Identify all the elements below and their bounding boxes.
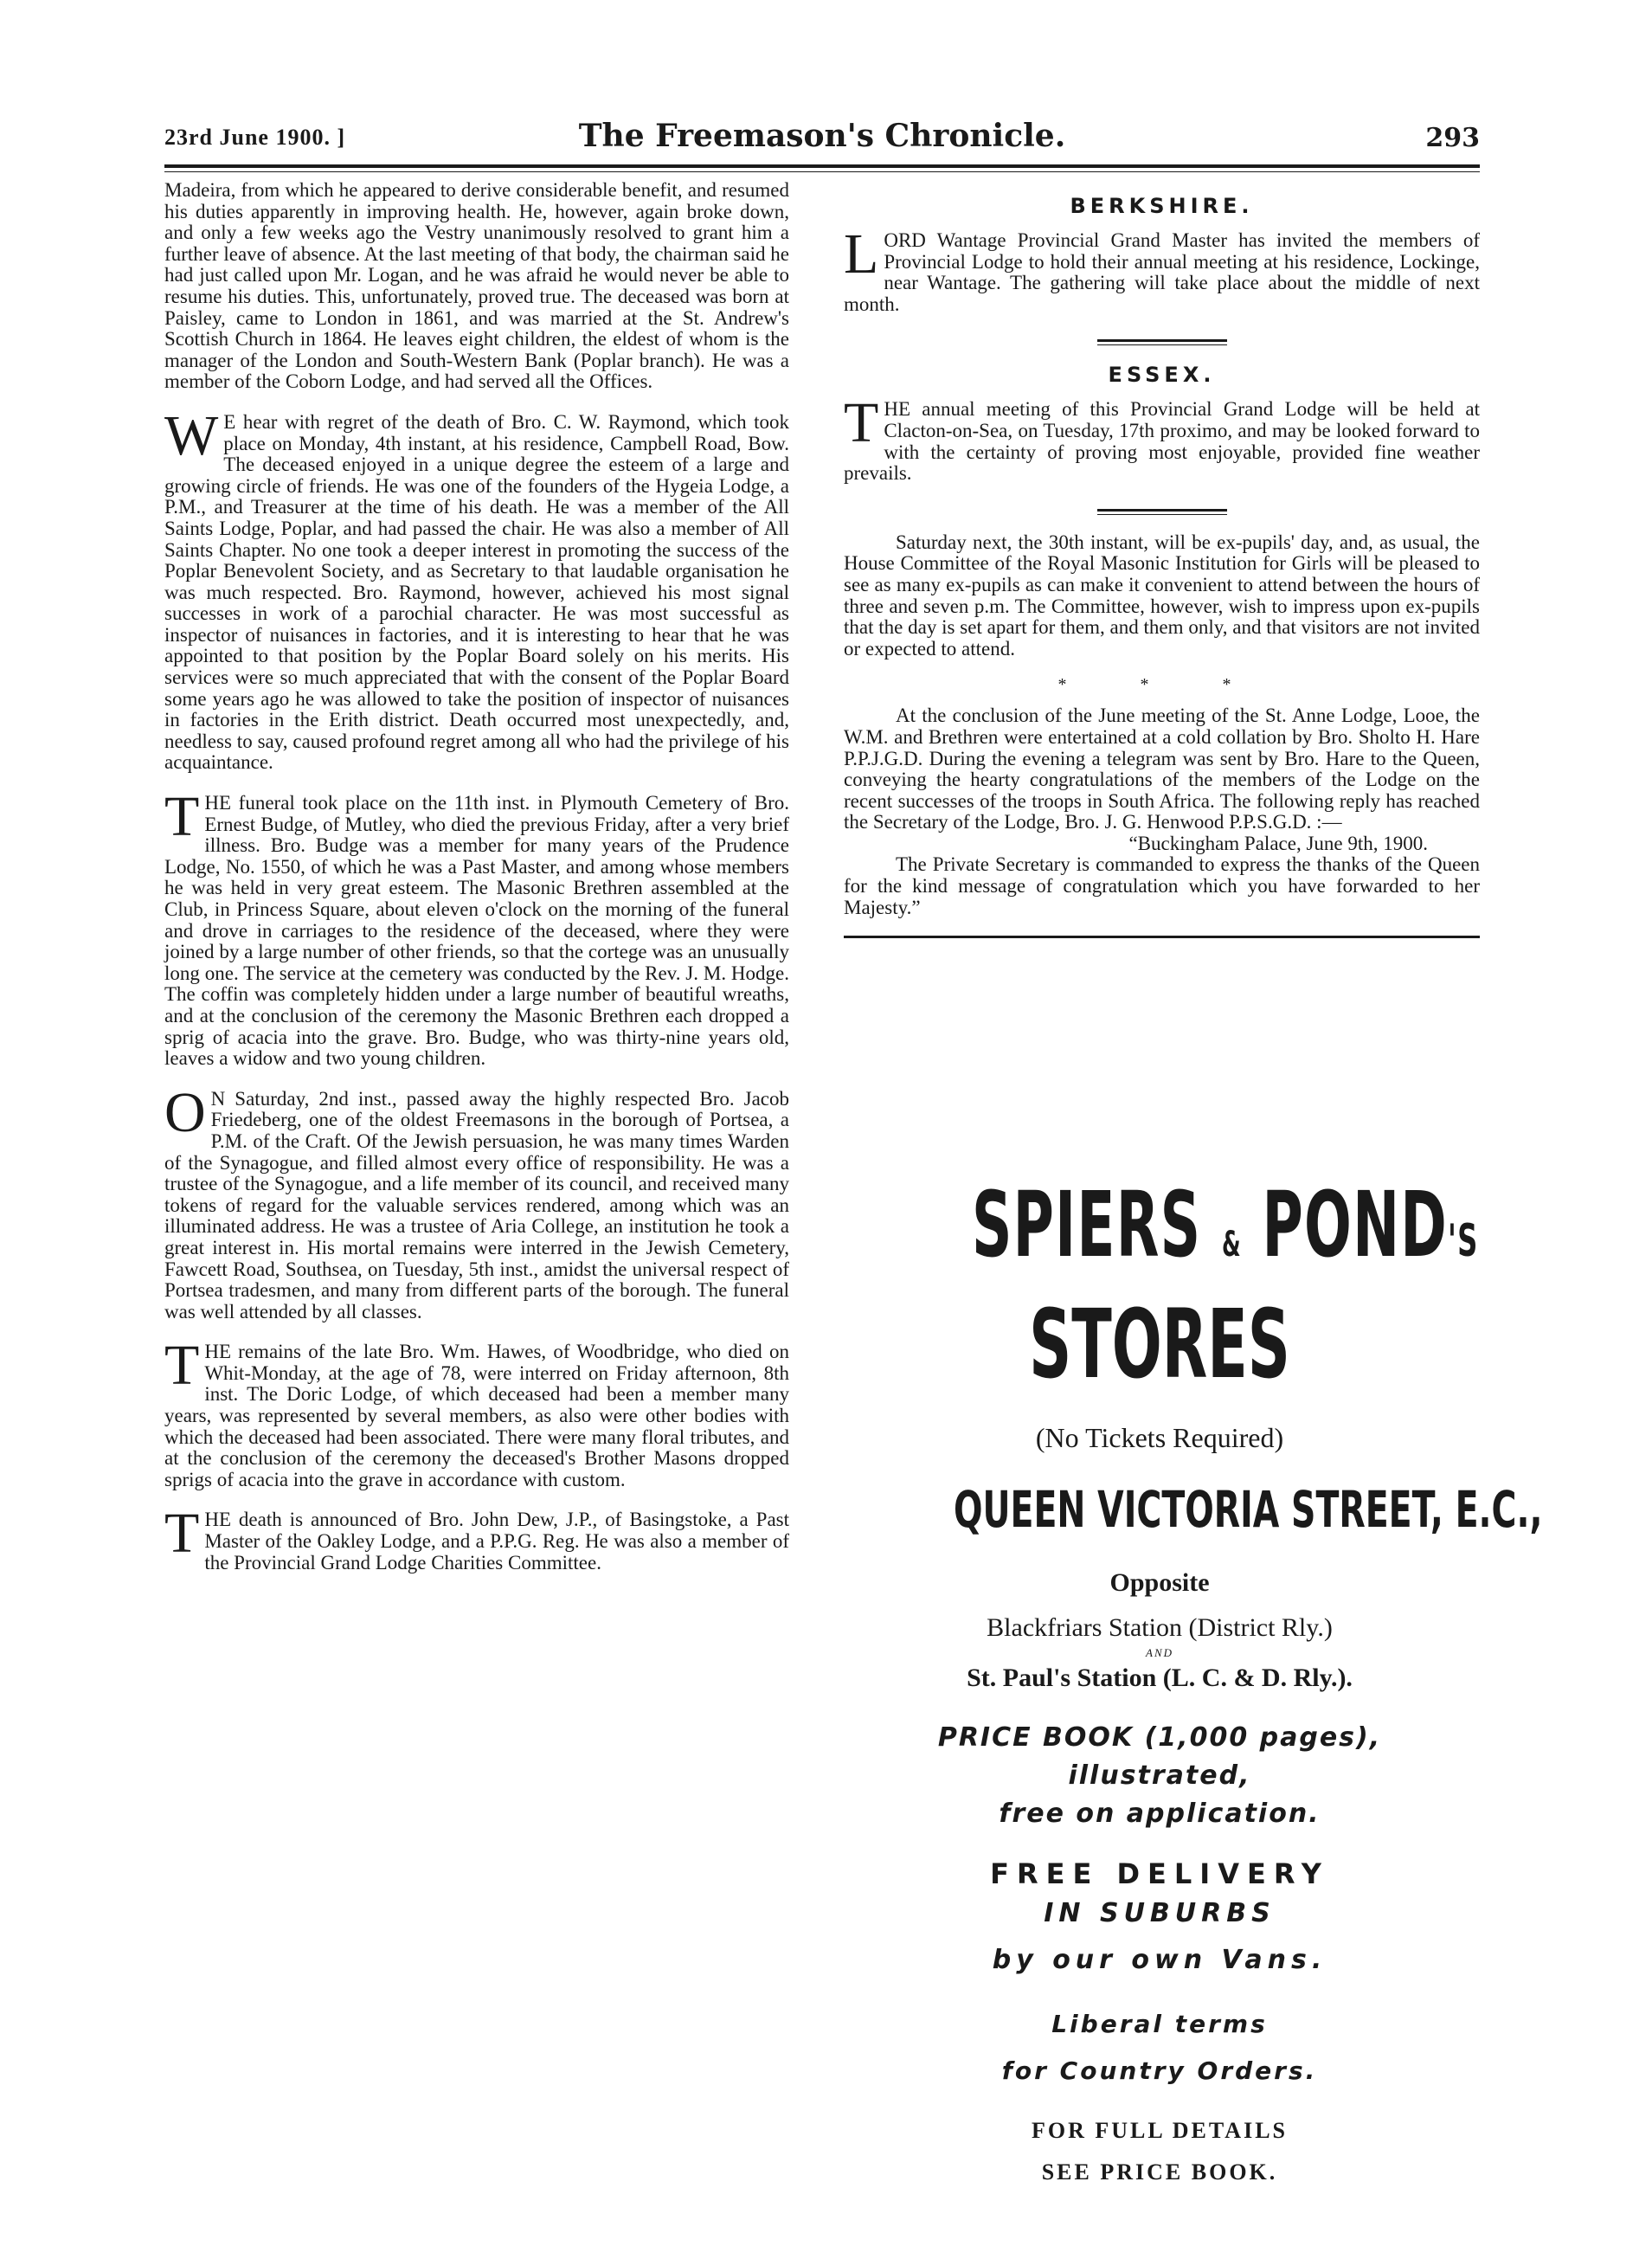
telegram-reply: The Private Secretary is commanded to express the thanks of the Queen for the kind message of congratulation which you have forwarded to her Majesty.” — [844, 853, 1480, 918]
ad-full-line-1: FOR FULL DETAILS — [1031, 2118, 1288, 2143]
drop-cap: O — [164, 1080, 206, 1144]
ad-ampersand: & — [1221, 1225, 1242, 1265]
telegram-dateline: “Buckingham Palace, June 9th, 1900. — [1128, 832, 1428, 854]
masthead: The Freemason's Chronicle. — [578, 118, 1066, 154]
article-berkshire-text: ORD Wantage Provincial Grand Master has invited the members of Provincial Lodge to hold their annual meeting at his residence, Lockinge, near Wantage. The gathering will take place about the middle of next month. — [844, 229, 1480, 315]
article-essex-text: HE annual meeting of this Provincial Grand Lodge will be held at Clacton-on-Sea, on Tuesday, 17th proximo, and may be looked forward to with the certainty of proving most enjoyable, provided fine weather prevails. — [844, 398, 1480, 485]
ad-and: AND — [1146, 1646, 1173, 1659]
ad-suburbs: IN SUBURBS — [1044, 1898, 1276, 1928]
left-column — [164, 180, 789, 1593]
ad-opposite: Opposite — [1109, 1568, 1210, 1597]
issue-date: 23rd June 1900. ] — [164, 125, 346, 150]
article-essex — [844, 391, 1480, 485]
article-ex-pupils: Saturday next, the 30th instant, will be ex-pupils' day, and, as usual, the House Committee of the Royal Masonic Institution for Girls will be pleased to see as many ex-pupils as can make it convenient to attend between the hours of three and seven p.m. The Committee, however, wish to impress upon ex-pupils that the day is set apart for them, and them only, and that visitors are not invited or expected to attend. — [844, 531, 1480, 660]
ad-spiers: SPIERS — [972, 1172, 1202, 1277]
article-hawes-text: HE remains of the late Bro. Wm. Hawes, of Woodbridge, who died on Whit-Monday, at the age of 78, were interred on Friday afternoon, 8th inst. The Doric Lodge, of which deceased had been a member many years, was represented by several members, as also were other bodies with which the deceased had been associated. There were many floral tributes, and at the conclusion of the ceremony the deceased's Brother Masons dropped sprigs of acacia into the grave in accordance with custom. — [164, 1341, 789, 1490]
ad-liberal-terms — [857, 2001, 1462, 2095]
ad-title-spiers-pond — [972, 1172, 1479, 1292]
article-raymond — [164, 403, 789, 774]
header-rule-thin — [164, 171, 1480, 172]
drop-cap: W — [164, 403, 219, 467]
article-hawes — [164, 1334, 789, 1490]
ad-title-stores: STORES — [1029, 1289, 1290, 1400]
ad-full-line-2: SEE PRICE BOOK. — [1041, 2159, 1278, 2185]
page-number: 293 — [1425, 123, 1480, 153]
page-header — [164, 118, 1480, 156]
ad-liberal-line-1: Liberal terms — [1051, 2010, 1268, 2038]
header-rule — [164, 164, 1480, 168]
section-divider — [1097, 509, 1227, 515]
article-friedeberg-text: N Saturday, 2nd inst., passed away the highly respected Bro. Jacob Friedeberg, one of the oldest Freemasons in the borough of Portsea, a P.M. of the Craft. Of the Jewish persuasion, he was many times Warden of the Synagogue, and filled almost every office of responsibility. He was a trustee of the Synagogue, and a life member of its council, and received many tokens of regard for the valuable services rendered, among which was an illuminated address. He was a trustee of Aria College, an institution he took a great interest in. His mortal remains were interred in the Jewish Cemetery, Fawcett Road, Southsea, on Tuesday, 5th inst., amidst the universal respect of Portsea tradesmen, and many from different parts of the borough. The funeral was well attended by all classes. — [164, 1087, 789, 1323]
article-raymond-text: E hear with regret of the death of Bro. C. W. Raymond, which took place on Monday, 4th instant, at his residence, Campbell Road, Bow. The deceased enjoyed in a unique degree the esteem of a large and growing circle of friends. He was one of the founders of the Hygeia Lodge, a P.M., and Treasurer at the time of his death. He was a member of the All Saints Lodge, Poplar, and had passed the chair. He was also a member of All Saints Chapter. No one took a deeper interest in promoting the success of the Poplar Benevolent Society, and as Secretary to that laudable organisation he was much respected. Bro. Raymond, however, achieved his most signal successes in work of a parochial character. He was most successful as inspector of nuisances in factories, and it is interesting to hear that he was appointed to that position by the Poplar Board solely on his merits. His services were so much appreciated that with the consent of the Poplar Board some years ago he was allowed to take the position of inspector of nuisances in factories in the Erith district. Death occurred most unexpectedly, and, needless to say, caused profound regret among all who had the privilege of his acquaintance. — [164, 410, 789, 774]
article-budge-text: HE funeral took place on the 11th inst. in Plymouth Cemetery of Bro. Ernest Budge, of Mutley, who died the previous Friday, after a very brief illness. Bro. Budge was a member for many years of the Prudence Lodge, No. 1550, of which he was a Past Master, and among whose members he was held in very great esteem. The Masonic Brethren assembled at the Club, in Princess Square, about eleven o'clock on the morning of the funeral and drove in carriages to the residence of the deceased, where they were joined by a large number of other friends, so that the cortege was an unusually long one. The service at the cemetery was conducted by the Rev. J. M. Hodge. The coffin was completely hidden under a large number of beautiful wreaths, and at the conclusion of the ceremony the Masonic Brethren each dropped a sprig of acacia into the grave. Bro. Budge, who was thirty-nine years old, leaves a widow and two young children. — [164, 792, 789, 1070]
ad-pond: POND — [1262, 1172, 1449, 1277]
drop-cap: T — [844, 391, 879, 455]
drop-cap: T — [164, 1334, 200, 1398]
article-st-anne: At the conclusion of the June meeting of the St. Anne Lodge, Looe, the W.M. and Brethren were entertained at a cold collation by Bro. Sholto H. Hare P.P.J.G.D. During the evening a telegram was sent by Bro. Hare to the Queen, conveying the hearty congratulations of the members of the Lodge on the recent successes of the troops in South Africa. The following reply has reached the Secretary of the Lodge, Bro. J. G. Henwood P.P.S.G.D. :— — [844, 705, 1480, 833]
section-heading-berkshire: BERKSHIRE. — [1070, 194, 1254, 218]
article-friedeberg — [164, 1080, 789, 1323]
right-column — [844, 180, 1480, 938]
article-dew — [164, 1502, 789, 1573]
ad-station-st-pauls: St. Paul's Station (L. C. & D. Rly.). — [967, 1664, 1353, 1692]
ad-free-delivery: FREE DELIVERY — [990, 1857, 1329, 1890]
ad-apostrophe-s: 'S — [1448, 1215, 1479, 1267]
asterism: * * * — [1057, 675, 1266, 695]
ad-vans: by our own Vans. — [992, 1945, 1327, 1975]
drop-cap: T — [164, 1502, 200, 1566]
ad-price-line-2: illustrated, — [1068, 1760, 1251, 1791]
article-berkshire — [844, 222, 1480, 315]
ad-liberal-line-2: for Country Orders. — [1001, 2056, 1318, 2085]
ad-no-tickets: (No Tickets Required) — [1035, 1422, 1284, 1453]
ad-full-details — [857, 2110, 1462, 2193]
drop-cap: T — [164, 785, 200, 849]
section-divider — [1097, 339, 1227, 345]
article-logan-continued: Madeira, from which he appeared to derive considerable benefit, and resumed his duties apparently in improving health. He, however, again broke down, and only a few weeks ago the Vestry unanimously resolved to grant him a further leave of absence. At the last meeting of that body, the chairman said he had just called upon Mr. Logan, and he was afraid he would never be able to resume his duties. This, unfortunately, proved true. The deceased was born at Paisley, came to London in 1861, and was married at the St. Andrew's Scottish Church in 1864. He leaves eight children, the eldest of whom is the manager of the London and South-Western Bank (Poplar branch). He was a member of the Coborn Lodge, and had served all the Offices. — [164, 179, 789, 393]
drop-cap: L — [844, 222, 879, 286]
ad-price-line-1: PRICE BOOK (1,000 pages), — [937, 1722, 1382, 1753]
ad-price-line-3: free on application. — [999, 1799, 1321, 1829]
article-dew-text: HE death is announced of Bro. John Dew, J.P., of Basingstoke, a Past Master of the Oakley Lodge, and a P.P.G. Reg. He was also a member of the Provincial Grand Lodge Charities Committee. — [204, 1509, 789, 1573]
spiers-pond-advertisement — [857, 1172, 1543, 2193]
ad-street: QUEEN VICTORIA STREET, E.C., — [954, 1480, 1543, 1539]
ad-station-blackfriars: Blackfriars Station (District Rly.) — [987, 1613, 1333, 1642]
ad-price-book — [857, 1719, 1462, 1833]
column-end-rule — [844, 936, 1480, 938]
section-heading-essex: ESSEX. — [1108, 363, 1216, 388]
article-budge — [164, 785, 789, 1070]
